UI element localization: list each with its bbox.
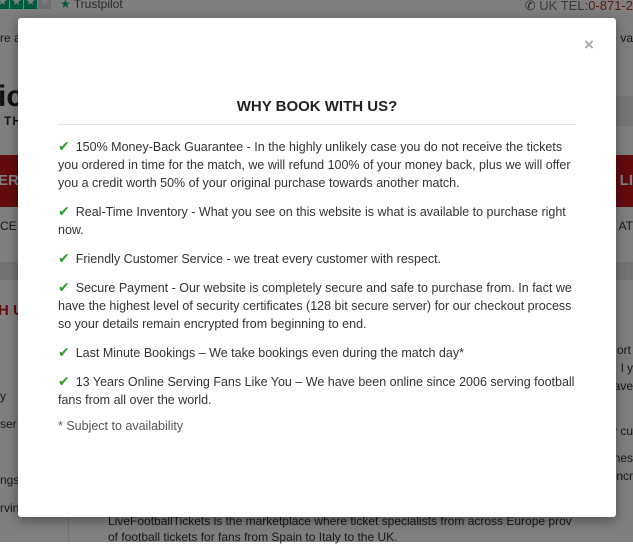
why-book-modal xyxy=(18,18,616,517)
checkmark-icon: ✔ xyxy=(58,279,70,295)
reason-item: ✔ Secure Payment - Our website is completely secure and safe to purchase from. In fact we have the highest level of security certificates (128 bit secure server) for our checkout process so your details remain encrypted from beginning to end. xyxy=(58,279,572,331)
reason-item: ✔ Real-Time Inventory - What you see on this website is what is available to purchase right now. xyxy=(58,203,566,237)
checkmark-icon: ✔ xyxy=(58,250,70,266)
checkmark-icon: ✔ xyxy=(58,203,70,219)
modal-title: WHY BOOK WITH US? xyxy=(236,98,398,115)
checkmark-icon: ✔ xyxy=(58,344,70,360)
title-divider xyxy=(58,124,576,125)
availability-note: * Subject to availability xyxy=(58,419,184,433)
checkmark-icon: ✔ xyxy=(58,373,70,389)
close-icon[interactable]: × xyxy=(584,35,594,54)
reason-item: ✔ Last Minute Bookings – We take bookings even during the match day* xyxy=(58,344,464,360)
reasons-list xyxy=(58,137,576,433)
reason-item: ✔ 150% Money-Back Guarantee - In the highly unlikely case you do not receive the tickets you ordered in time for the match, we will refund 100% of your money back, plus we will offer you a credit worth 50% of your original purchase towards another match. xyxy=(58,138,571,190)
reason-item: ✔ Friendly Customer Service - we treat every customer with respect. xyxy=(58,250,442,266)
checkmark-icon: ✔ xyxy=(58,138,70,154)
reason-item: ✔ 13 Years Online Serving Fans Like You – We have been online since 2006 serving football fans from all over the world. xyxy=(58,373,575,407)
